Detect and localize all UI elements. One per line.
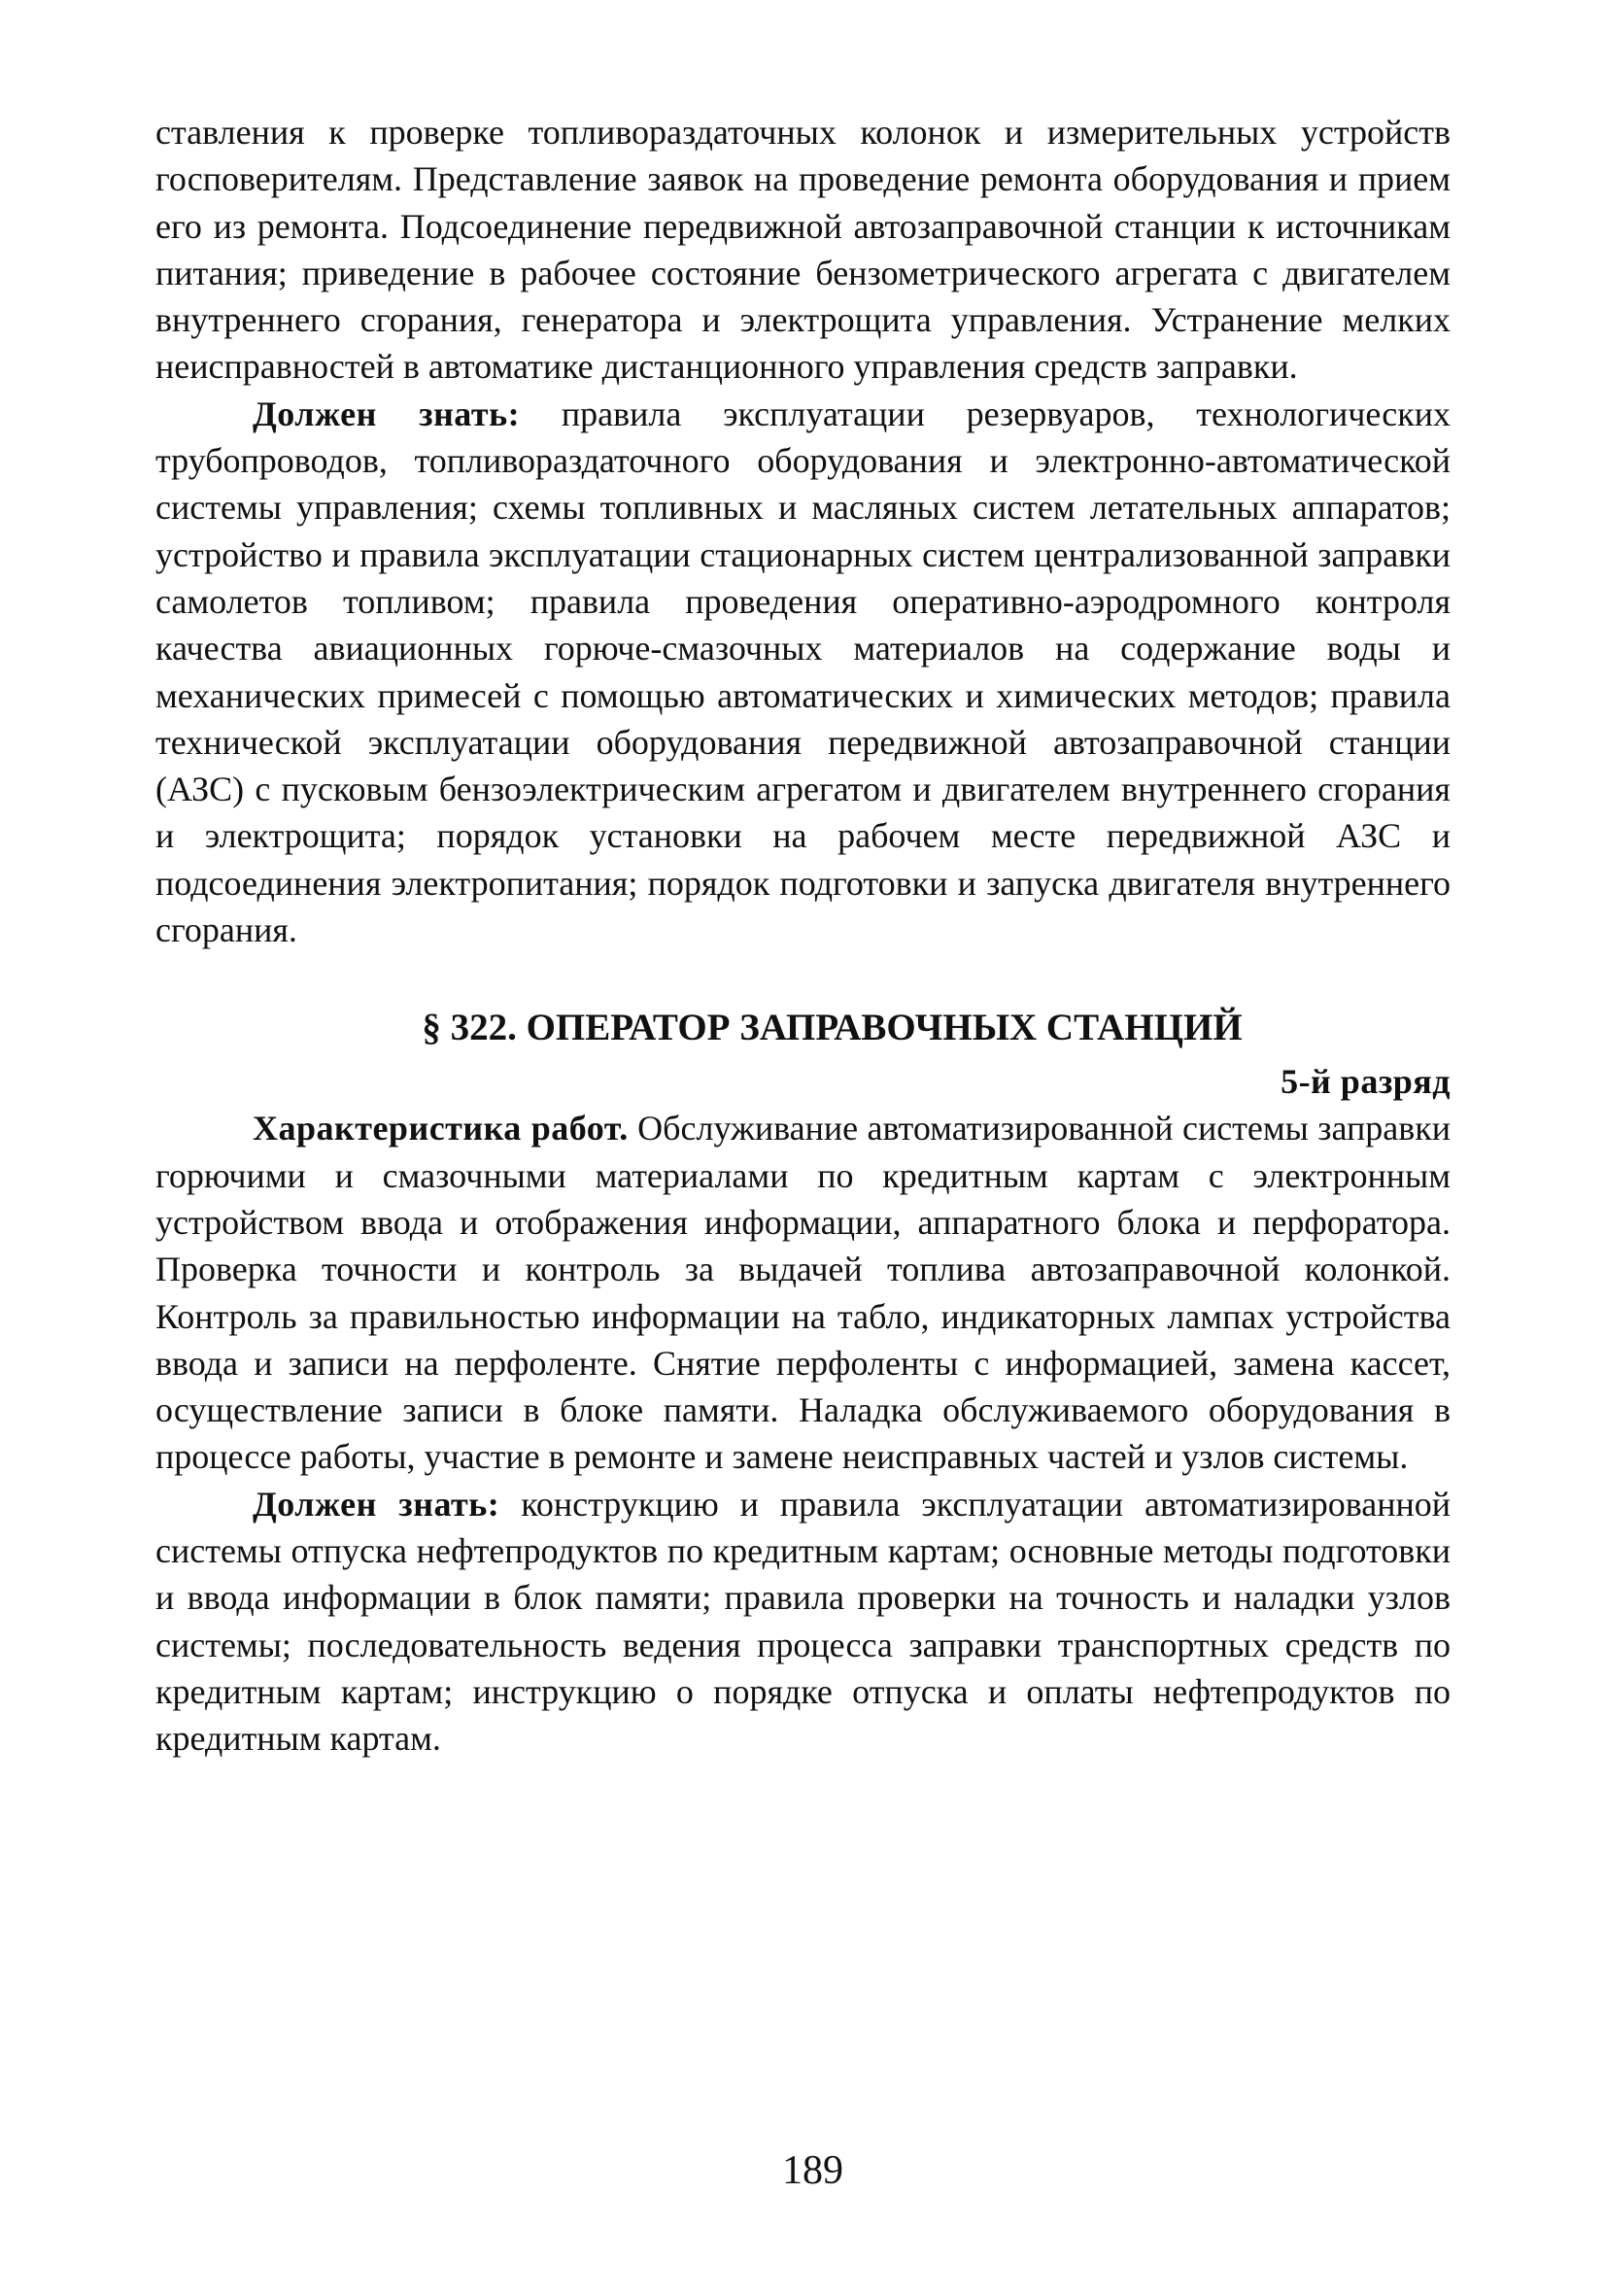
paragraph-must-know-1 bbox=[155, 391, 1451, 954]
grade-label: 5-й разряд bbox=[1281, 1062, 1451, 1102]
work-description-text: Обслуживание автоматизированной системы заправки горючими и смазочными материалами по кредитным картам с электронным устройством ввода и отображения информации, аппаратного блока и перфоратора. Проверка точности и контроль за выдачей топлива автозаправочной колонкой. Контроль за правильностью информации на табло, индикаторных лампах устройства ввода и записи на перфоленте. Снятие перфоленты с информацией, замена кассет, осуществление записи в блоке памяти. Наладка обслуживаемого оборудования в процессе работы, участие в ремонте и замене неисправных частей и узлов системы. bbox=[155, 1109, 1452, 1477]
must-know-label-2: Должен знать: bbox=[253, 1484, 500, 1524]
must-know-text-2: конструкцию и правила эксплуатации автоматизированной системы отпуска нефтепродуктов по кредитным картам; основные методы подготовки и ввода информации в блок памяти; правила проверки на точность и наладки узлов системы; последовательность ведения процесса заправки транспортных средств по кредитным картам; инструкцию о порядке отпуска и оплаты нефтепродуктов по кредитным картам. bbox=[155, 1484, 1452, 1759]
work-description-label: Характеристика работ. bbox=[253, 1109, 629, 1148]
paragraph-must-know-2 bbox=[155, 1481, 1451, 1763]
must-know-text: правила эксплуатации резервуаров, технологических трубопроводов, топливораздаточного оборудования и электронно-автоматической системы управления; схемы топливных и масляных систем летательных аппаратов; устройство и правила эксплуатации стационарных систем централизованной заправки самолетов топливом; правила проведения оперативно-аэродромного контроля качества авиационных горюче-смазочных материалов на содержание воды и механических примесей с помощью автоматических и химических методов; правила технической эксплуатации оборудования передвижной автозаправочной станции (АЗС) с пусковым бензоэлектрическим агрегатом и двигателем внутреннего сгорания и электрощита; порядок установки на рабочем месте передвижной АЗС и подсоединения электропитания; порядок подготовки и запуска двигателя внутреннего сгорания. bbox=[155, 394, 1451, 950]
section-title: § 322. ОПЕРАТОР ЗАПРАВОЧНЫХ СТАНЦИЙ bbox=[422, 1007, 1243, 1049]
must-know-label: Должен знать: bbox=[253, 394, 521, 433]
page-number: 189 bbox=[782, 2148, 843, 2193]
page-content bbox=[155, 109, 1451, 1763]
paragraph-continuation: ставления к проверке топливораздаточных колонок и измерительных устройств госповерителям. Представление заявок на проведение ремонта оборудования и прием его из ремонта. Подсоединение передвижной автозаправочной станции к источникам питания; приведение в рабочее состояние бензометрического агрегата с двигателем внутреннего сгорания, генератора и электрощита управления. Устранение мелких неисправностей в автоматике дистанционного управления средств заправки. bbox=[155, 113, 1451, 387]
paragraph-work-description bbox=[155, 1105, 1451, 1480]
